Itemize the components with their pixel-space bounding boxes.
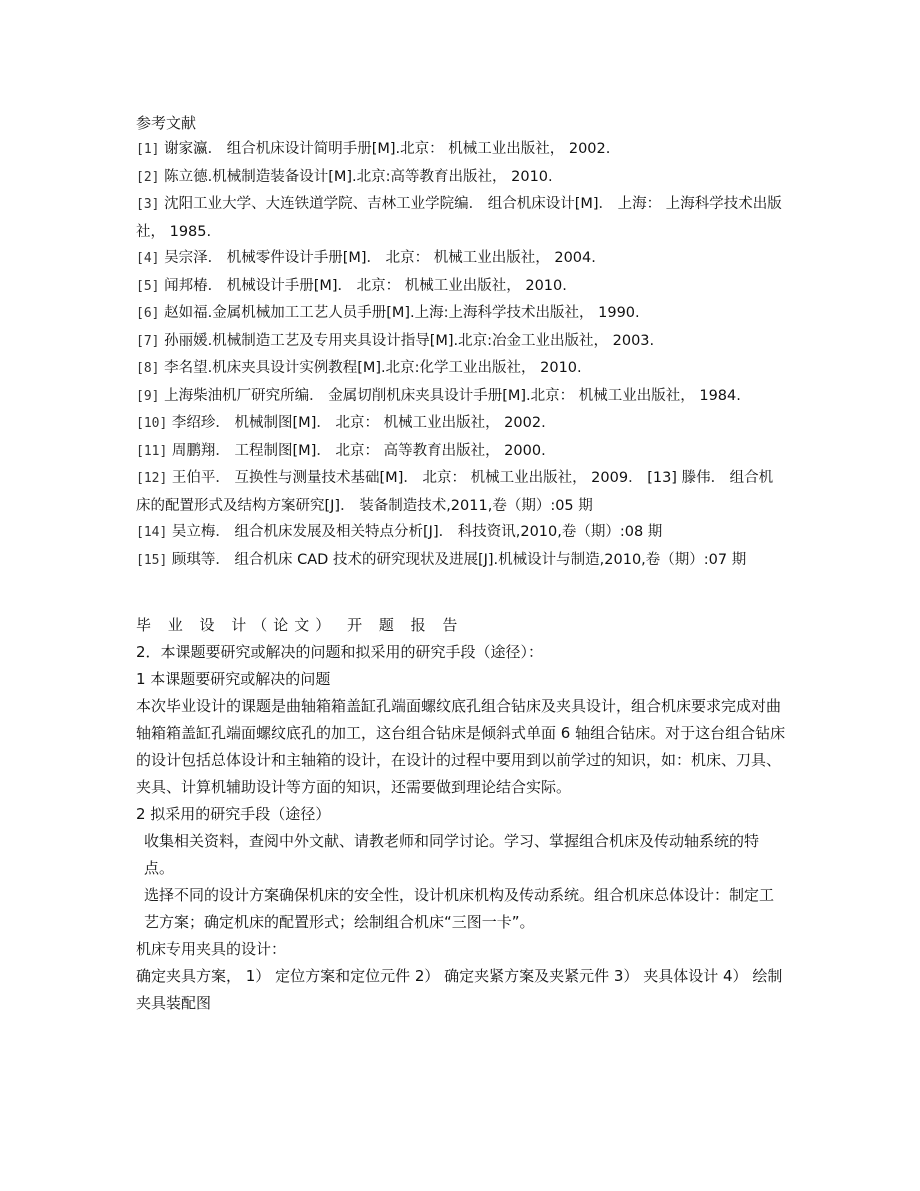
reference-item [136,519,786,547]
reference-item [136,547,786,575]
reference-item [136,355,786,383]
reference-item [136,245,786,273]
reference-item [136,164,786,192]
reference-number: [6] [136,306,160,321]
reference-text: 孙丽媛.机械制造工艺及专用夹具设计指导[M].北京:冶金工业出版社， 2003. [159,332,655,349]
reference-item [136,328,786,356]
reference-number: [7] [136,333,160,349]
section-heading: 2．本课题要研究或解决的问题和拟采用的研究手段（途径）： [136,643,544,661]
reference-number: [11] [136,443,168,459]
reference-item [136,136,786,164]
reference-number: [2] [136,169,160,185]
reference-text: 李名望.机床夹具设计实例教程[M].北京:化学工业出版社， 2010. [159,360,582,376]
references-heading: 参考文献 [136,114,197,132]
reference-item [136,300,786,328]
reference-number: [12] [136,471,168,486]
reference-item [136,273,786,301]
reference-number: [1] [136,142,160,157]
reference-text: 赵如福.金属机械加工工艺人员手册[M].上海:上海科学技术出版社， 1990. [159,305,640,321]
reference-number: [4] [136,251,160,266]
reference-number: [3] [136,197,160,212]
document-page [136,110,786,1017]
sub2-paragraph-4: 确定夹具方案， 1） 定位方案和定位元件 2） 确定夹紧方案及夹紧元件 3） 夹具体设计 4） 绘制夹具装配图 [136,967,783,1012]
reference-number: [15] [136,552,168,568]
report-title: 毕 业 设 计（论文） 开 题 报 告 [136,616,464,634]
reference-number: [8] [136,361,160,376]
reference-text: 上海柴油机厂研究所编． 金属切削机床夹具设计手册[M].北京： 机械工业出版社， 1984. [159,387,741,404]
sub2-paragraph-3: 机床专用夹具的设计： [136,940,287,958]
reference-number: [14] [136,525,168,540]
reference-number: [10] [136,416,168,431]
reference-text: 谢家瀛． 组合机床设计简明手册[M].北京： 机械工业出版社， 2002. [159,141,611,157]
reference-text: 周鹏翔． 工程制图[M]． 北京： 高等教育出版社， 2000. [167,442,546,459]
reference-number: [9] [136,388,160,404]
reference-text: 顾琪等． 组合机床 CAD 技术的研究现状及进展[J].机械设计与制造,2010,卷（期）:07 期 [167,551,747,568]
reference-text: 陈立德.机械制造装备设计[M].北京:高等教育出版社， 2010. [159,168,553,185]
reference-item [136,410,786,438]
sub1-text: 本次毕业设计的课题是曲轴箱箱盖缸孔端面螺纹底孔组合钻床及夹具设计，组合机床要求完成对曲轴箱箱盖缸孔端面螺纹底孔的加工，这台组合钻床是倾斜式单面 6 轴组合钻床。对于这台组合钻床的设计包括总体设计和主轴箱的设计，在设计的过程中要用到以前学过的知识，如：机床、刀具、夹具、计算机辅助设计等方面的知识，还需要做到理论结合实际。 [136,697,786,796]
reference-text: 李绍珍． 机械制图[M]． 北京： 机械工业出版社， 2002. [167,415,546,431]
reference-item [136,191,786,245]
reference-text: 吴宗泽． 机械零件设计手册[M]． 北京： 机械工业出版社， 2004. [159,250,596,266]
reference-number: [5] [136,278,160,294]
reference-list [136,136,786,574]
reference-text: 吴立梅． 组合机床发展及相关特点分析[J]． 科技资讯,2010,卷（期）:08 期 [167,524,663,540]
sub2-paragraph-2: 选择不同的设计方案确保机床的安全性，设计机床机构及传动系统。组合机床总体设计：制定工艺方案；确定机床的配置形式；绘制组合机床“三图一卡”。 [144,886,775,931]
reference-item [136,383,786,411]
sub1-heading: 1 本课题要研究或解决的问题 [136,670,331,688]
reference-text: 王伯平． 互换性与测量技术基础[M]． 北京： 机械工业出版社， 2009． [13] 滕伟． 组合机床的配置形式及结构方案研究[J]． 装备制造技术,2011,卷（期）:05 期 [136,470,774,514]
reference-text: 沈阳工业大学、大连铁道学院、吉林工业学院编． 组合机床设计[M]． 上海： 上海科学技术出版社， 1985. [136,196,782,240]
sub2-paragraph-1: 收集相关资料，查阅中外文献、请教老师和同学讨论。学习、掌握组合机床及传动轴系统的特点。 [144,832,760,877]
reference-text: 闻邦椿． 机械设计手册[M]． 北京： 机械工业出版社， 2010. [159,277,567,294]
reference-item [136,465,786,519]
reference-item [136,438,786,466]
sub2-heading: 2 拟采用的研究手段（途径） [136,805,331,823]
